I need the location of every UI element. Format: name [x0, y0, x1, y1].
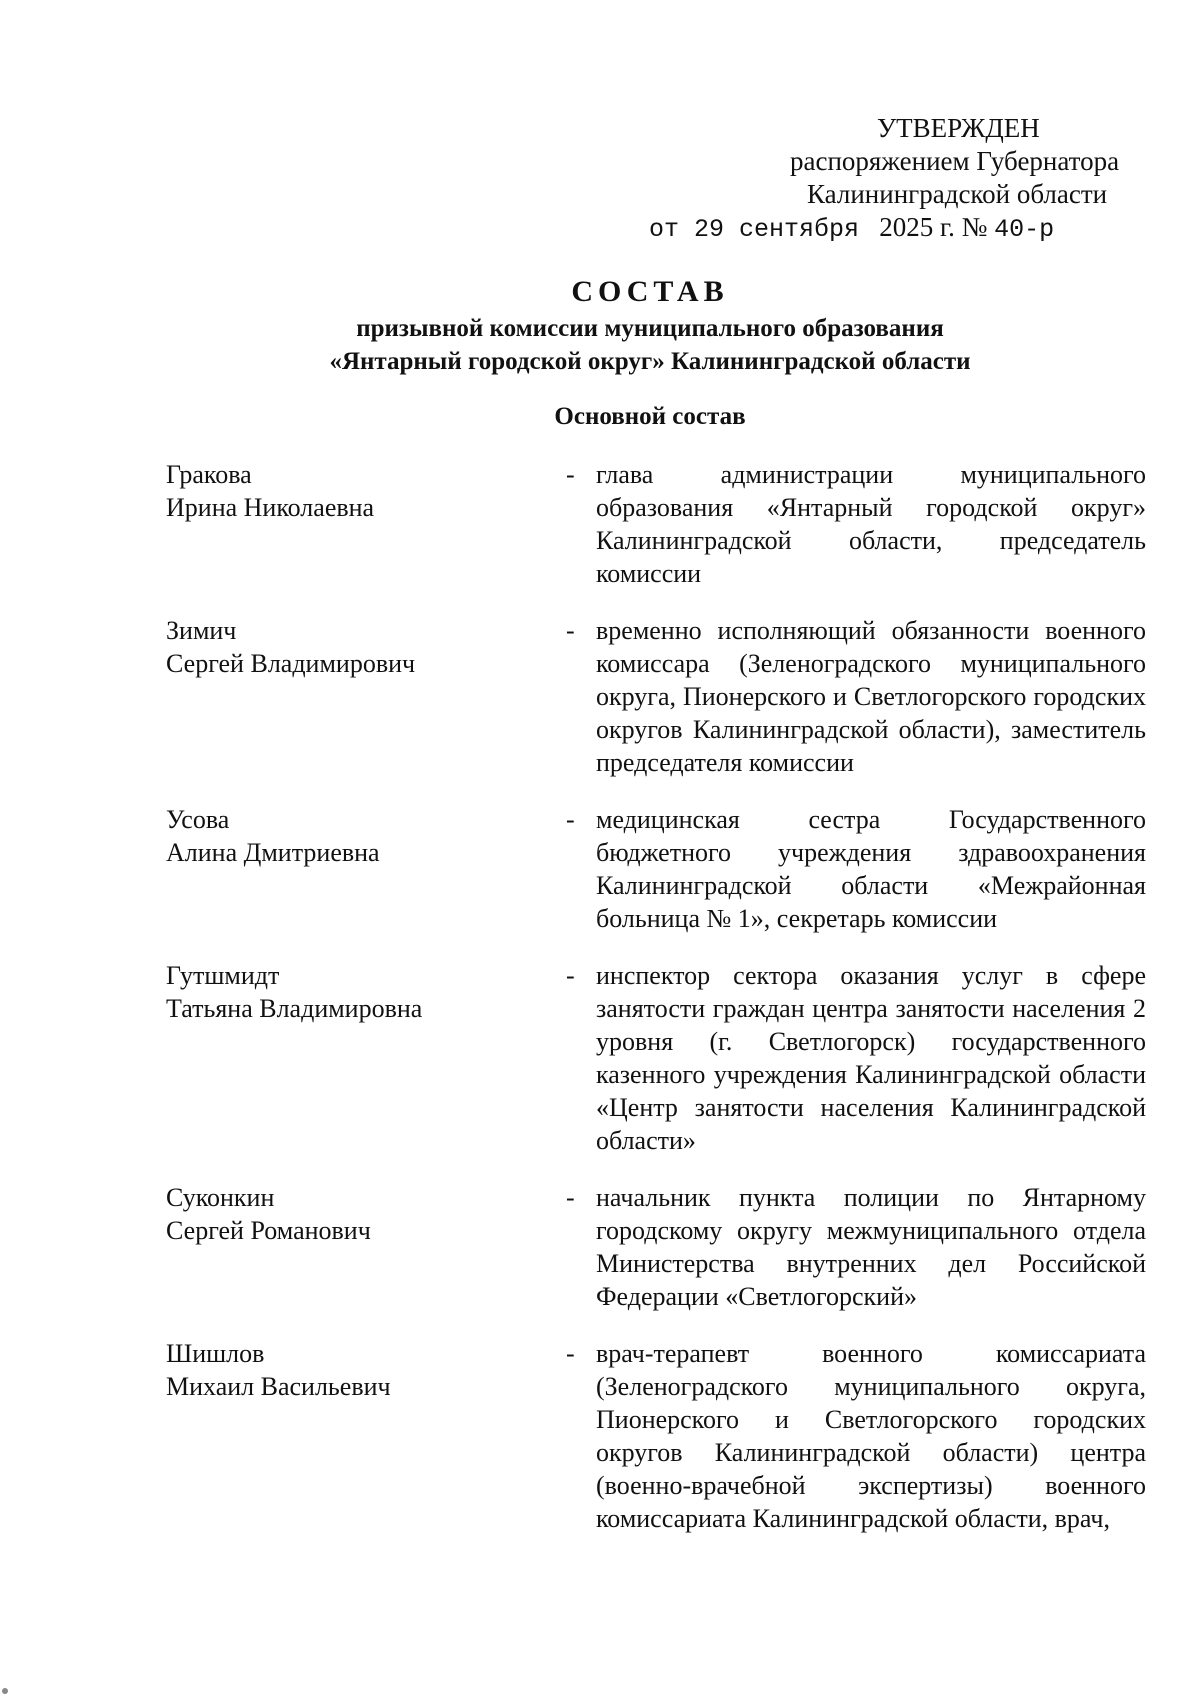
member-row	[166, 1181, 1146, 1313]
approval-date-year: 2025 г. №	[879, 212, 988, 242]
member-dash: -	[566, 1183, 575, 1212]
members-list	[166, 458, 1146, 1559]
member-surname: Шишлов	[166, 1339, 265, 1368]
member-name	[166, 1337, 546, 1535]
member-name	[166, 458, 546, 590]
member-dash: -	[566, 805, 575, 834]
approval-stamp	[640, 112, 1160, 246]
approval-number: 40-р	[994, 215, 1055, 244]
member-given-names: Алина Дмитриевна	[166, 838, 380, 867]
member-row	[166, 1337, 1146, 1535]
member-dash: -	[566, 616, 575, 645]
member-row	[166, 803, 1146, 935]
member-surname: Гутшмидт	[166, 961, 280, 990]
member-given-names: Михаил Васильевич	[166, 1372, 391, 1401]
member-given-names: Ирина Николаевна	[166, 493, 375, 522]
member-surname: Зимич	[166, 616, 237, 645]
member-role: медицинская сестра Государственного бюджетного учреждения здравоохранения Калининградской области «Межрайонная больница № 1», секретарь комиссии	[596, 805, 1146, 933]
member-row	[166, 614, 1146, 779]
member-row	[166, 959, 1146, 1157]
document-subtitle-line-2: «Янтарный городской округ» Калининградской области	[329, 348, 971, 375]
member-row	[166, 458, 1146, 590]
approval-line-1: распоряжением Губернатора	[790, 146, 1120, 176]
member-name	[166, 1181, 546, 1313]
member-role: врач-терапевт военного комиссариата (Зеленоградского муниципального округа, Пионерского и Светлогорского городских округов Калининградской области) центра (военно-врачебной экспертизы) военного комиссариата Калининградской области, врач,	[596, 1339, 1146, 1533]
member-surname: Усова	[166, 805, 230, 834]
document-heading	[150, 272, 1150, 378]
section-title: Основной состав	[554, 403, 746, 430]
member-surname: Суконкин	[166, 1183, 275, 1212]
member-role: временно исполняющий обязанности военного комиссара (Зеленоградского муниципального округа, Пионерского и Светлогорского городских округов Калининградской области), заместитель председателя комиссии	[596, 616, 1146, 777]
scan-speck	[2, 1688, 8, 1694]
member-given-names: Сергей Владимирович	[166, 649, 416, 678]
member-given-names: Татьяна Владимировна	[166, 994, 423, 1023]
member-given-names: Сергей Романович	[166, 1216, 371, 1245]
member-dash: -	[566, 1339, 575, 1368]
document-subtitle-line-1: призывной комиссии муниципального образования	[356, 315, 944, 342]
member-role: инспектор сектора оказания услуг в сфере занятости граждан центра занятости населения 2 уровня (г. Светлогорск) государственного казенного учреждения Калининградской области «Центр занятости населения Калининградской области»	[596, 961, 1146, 1155]
approval-date-prefix: от 29 сентября	[649, 215, 860, 244]
approval-title: УТВЕРЖДЕН	[877, 113, 1040, 143]
member-role: глава администрации муниципального образования «Янтарный городской округ» Калининградской области, председатель комиссии	[596, 460, 1146, 588]
member-dash: -	[566, 961, 575, 990]
approval-line-2: Калининградской области	[807, 179, 1108, 209]
member-surname: Гракова	[166, 460, 252, 489]
member-name	[166, 803, 546, 935]
member-dash: -	[566, 460, 575, 489]
member-name	[166, 959, 546, 1157]
member-role: начальник пункта полиции по Янтарному городскому округу межмуниципального отдела Министерства внутренних дел Российской Федерации «Светлогорский»	[596, 1183, 1146, 1311]
approval-date	[649, 211, 1160, 246]
document-title: СОСТАВ	[571, 275, 729, 308]
member-name	[166, 614, 546, 779]
